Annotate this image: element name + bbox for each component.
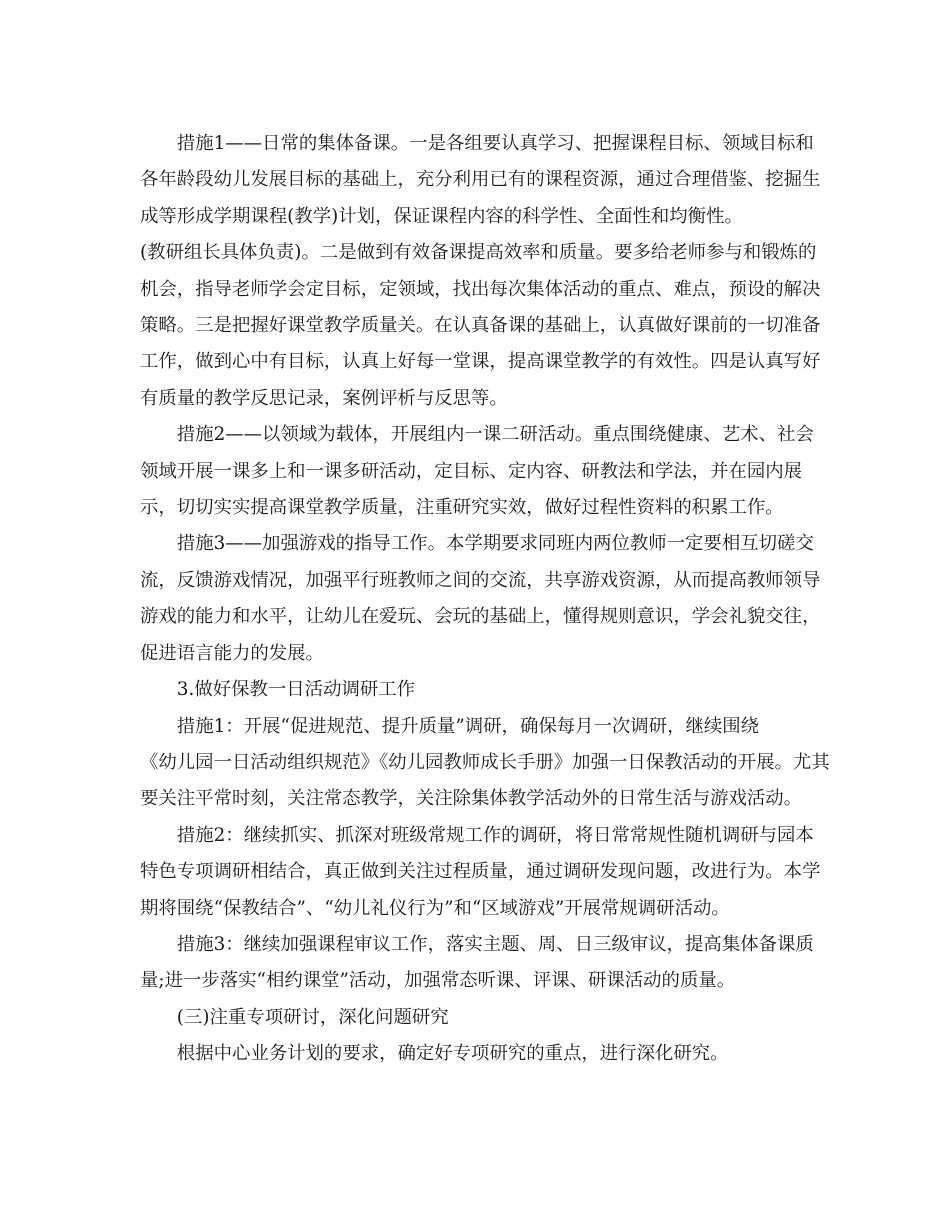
- paragraph-measure-1-continued: (教研组长具体负责)。二是做到有效备课提高效率和质量。要多给老师参与和锻炼的机会，指导老师学会定目标，定领域，找出每次集体活动的重点、难点，预设的解决策略。三是把握好课堂教学质量关。在认真备课的基础上，认真做好课前的一切准备工作，做到心中有目标，认真上好每一堂课，提高课堂教学的有效性。四是认真写好有质量的教学反思记录，案例评析与反思等。: [140, 242, 821, 409]
- document-body: [140, 126, 830, 1073]
- paragraph-measure-3: 措施3——加强游戏的指导工作。本学期要求同班内两位教师一定要相互切磋交流，反馈游戏情况，加强平行班教师之间的交流，共享游戏资源，从而提高教师领导游戏的能力和水平，让幼儿在爱玩、会玩的基础上，懂得规则意识，学会礼貌交往，促进语言能力的发展。: [140, 533, 821, 664]
- section-heading-3: 3.做好保教一日活动调研工作: [176, 679, 416, 701]
- paragraph-measure-1: 措施1——日常的集体备课。一是各组要认真学习、把握课程目标、领域目标和各年龄段幼儿发展目标的基础上，充分利用已有的课程资源，通过合理借鉴、挖掘生成等形成学期课程(教学)计划，保证课程内容的科学性、全面性和均衡性。: [140, 133, 821, 227]
- paragraph-research-measure-1: 措施1：开展“促进规范、提升质量”调研，确保每月一次调研，继续围绕: [176, 715, 760, 737]
- paragraph-research-measure-3: 措施3：继续加强课程审议工作，落实主题、周、日三级审议，提高集体备课质量;进一步落实“相约课堂”活动，加强常态听课、评课、研课活动的质量。: [140, 933, 814, 992]
- paragraph-closing: 根据中心业务计划的要求，确定好专项研究的重点，进行深化研究。: [176, 1043, 729, 1065]
- paragraph-research-measure-1-continued: 《幼儿园一日活动组织规范》《幼儿园教师成长手册》加强一日保教活动的开展。尤其要关注平常时刻，关注常态教学，关注除集体教学活动外的日常生活与游戏活动。: [140, 751, 830, 810]
- paragraph-research-measure-2: 措施2：继续抓实、抓深对班级常规工作的调研，将日常常规性随机调研与园本特色专项调研相结合，真正做到关注过程质量，通过调研发现问题，改进行为。本学期将围绕“保教结合”、“幼儿礼仪行为”和“区域游戏”开展常规调研活动。: [140, 824, 821, 919]
- section-heading-part-3: (三)注重专项研讨，深化问题研究: [176, 1006, 449, 1028]
- paragraph-measure-2: 措施2——以领域为载体，开展组内一课二研活动。重点围绕健康、艺术、社会领域开展一课多上和一课多研活动，定目标、定内容、研教法和学法，并在园内展示，切切实实提高课堂教学质量，注重研究实效，做好过程性资料的积累工作。: [140, 424, 814, 519]
